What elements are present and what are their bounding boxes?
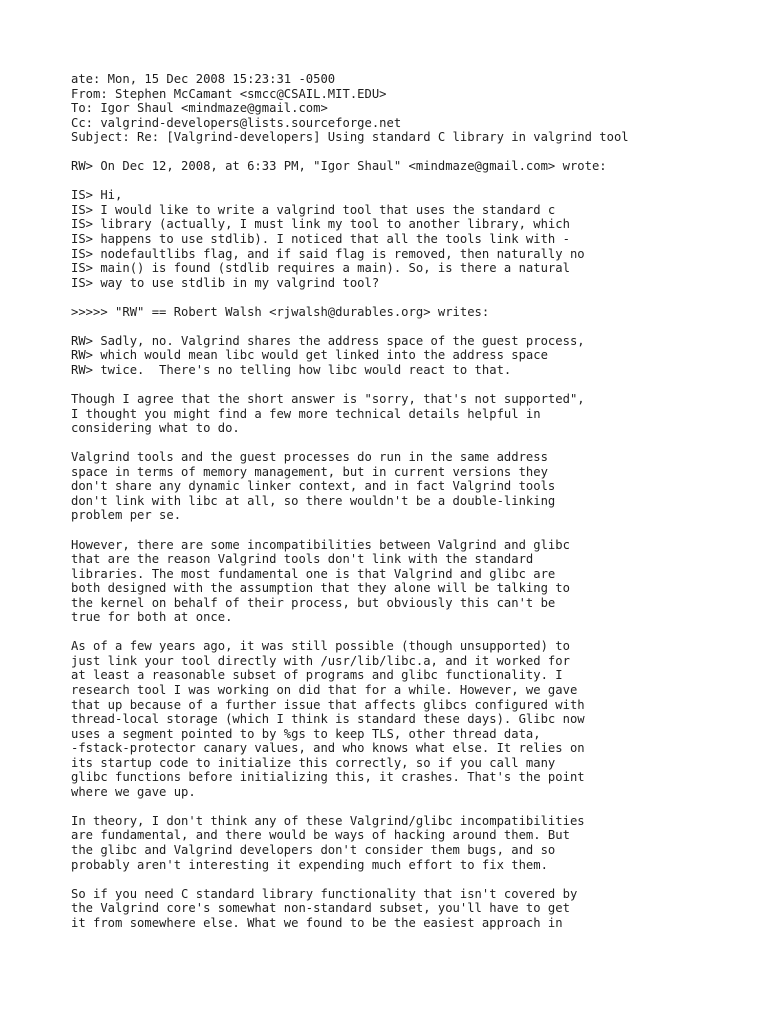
- body-line: space in terms of memory management, but in current versions they: [71, 464, 548, 479]
- body-line: it from somewhere else. What we found to be the easiest approach in: [71, 915, 563, 930]
- body-line: probably aren't interesting it expending much effort to fix them.: [71, 857, 548, 872]
- body-line: where we gave up.: [71, 784, 196, 799]
- body-line: libraries. The most fundamental one is that Valgrind and glibc are: [71, 566, 556, 581]
- body-line: As of a few years ago, it was still possible (though unsupported) to: [71, 639, 570, 654]
- body-paragraph: [71, 639, 751, 799]
- body-line: are fundamental, and there would be ways of hacking around them. But: [71, 828, 570, 843]
- body-line: that are the reason Valgrind tools don't link with the standard: [71, 552, 534, 567]
- attribution-rw: [71, 159, 751, 174]
- body-line: at least a reasonable subset of programs and glibc functionality. I: [71, 668, 563, 683]
- body-line: Valgrind tools and the guest processes do run in the same address: [71, 450, 548, 465]
- header-to: To: Igor Shaul <mindmaze@gmail.com>: [71, 101, 328, 116]
- body-line: I thought you might find a few more technical details helpful in: [71, 406, 541, 421]
- header-cc: Cc: valgrind-developers@lists.sourceforge.net: [71, 115, 402, 130]
- quote-rw: [71, 334, 751, 378]
- quote-line: IS> happens to use stdlib). I noticed that all the tools link with -: [71, 232, 570, 247]
- body-line: the Valgrind core's somewhat non-standard subset, you'll have to get: [71, 901, 570, 916]
- body-line: Though I agree that the short answer is "sorry, that's not supported",: [71, 392, 585, 407]
- body-line: true for both at once.: [71, 610, 233, 625]
- body-line: considering what to do.: [71, 421, 240, 436]
- attribution-line: RW> On Dec 12, 2008, at 6:33 PM, "Igor Shaul" <mindmaze@gmail.com> wrote:: [71, 159, 607, 174]
- quote-line: RW> Sadly, no. Valgrind shares the address space of the guest process,: [71, 333, 585, 348]
- quote-line: RW> twice. There's no telling how libc would react to that.: [71, 362, 512, 377]
- attribution-writes: [71, 305, 751, 320]
- body-line: its startup code to initialize this correctly, so if you call many: [71, 755, 556, 770]
- quote-line: IS> main() is found (stdlib requires a main). So, is there a natural: [71, 261, 570, 276]
- body-line: the glibc and Valgrind developers don't consider them bugs, and so: [71, 842, 556, 857]
- quote-line: IS> nodefaultlibs flag, and if said flag is removed, then naturally no: [71, 246, 585, 261]
- body-line: the kernel on behalf of their process, but obviously this can't be: [71, 595, 556, 610]
- body-paragraph: [71, 814, 751, 872]
- body-line: So if you need C standard library functionality that isn't covered by: [71, 886, 578, 901]
- body-line: thread-local storage (which I think is standard these days). Glibc now: [71, 712, 585, 727]
- header-subject: Subject: Re: [Valgrind-developers] Using standard C library in valgrind tool: [71, 130, 629, 145]
- body-line: glibc functions before initializing this, it crashes. That's the point: [71, 770, 585, 785]
- body-line: However, there are some incompatibilities between Valgrind and glibc: [71, 537, 570, 552]
- body-line: that up because of a further issue that affects glibcs configured with: [71, 697, 585, 712]
- body-line: both designed with the assumption that they alone will be talking to: [71, 581, 570, 596]
- quote-line: IS> way to use stdlib in my valgrind tool?: [71, 275, 380, 290]
- body-line: don't share any dynamic linker context, and in fact Valgrind tools: [71, 479, 556, 494]
- body-line: research tool I was working on did that for a while. However, we gave: [71, 682, 578, 697]
- attribution-line: >>>>> "RW" == Robert Walsh <rjwalsh@durables.org> writes:: [71, 304, 490, 319]
- quote-line: IS> library (actually, I must link my tool to another library, which: [71, 217, 570, 232]
- body-line: uses a segment pointed to by %gs to keep TLS, other thread data,: [71, 726, 541, 741]
- quote-line: RW> which would mean libc would get linked into the address space: [71, 348, 548, 363]
- body-line: In theory, I don't think any of these Valgrind/glibc incompatibilities: [71, 813, 585, 828]
- body-line: just link your tool directly with /usr/lib/libc.a, and it worked for: [71, 653, 570, 668]
- header-date: ate: Mon, 15 Dec 2008 15:23:31 -0500: [71, 72, 336, 86]
- quote-line: IS> I would like to write a valgrind tool that uses the standard c: [71, 202, 556, 217]
- body-line: -fstack-protector canary values, and who knows what else. It relies on: [71, 741, 585, 756]
- body-paragraph: [71, 450, 751, 523]
- body-paragraph: [71, 392, 751, 436]
- header-from: From: Stephen McCamant <smcc@CSAIL.MIT.EDU>: [71, 86, 387, 101]
- quote-line: IS> Hi,: [71, 188, 123, 203]
- body-paragraph: [71, 887, 751, 931]
- email-document: [71, 72, 751, 945]
- body-line: don't link with libc at all, so there wouldn't be a double-linking: [71, 493, 556, 508]
- body-paragraph: [71, 538, 751, 625]
- body-line: problem per se.: [71, 508, 182, 523]
- quote-is: [71, 188, 751, 290]
- email-headers: [71, 72, 751, 145]
